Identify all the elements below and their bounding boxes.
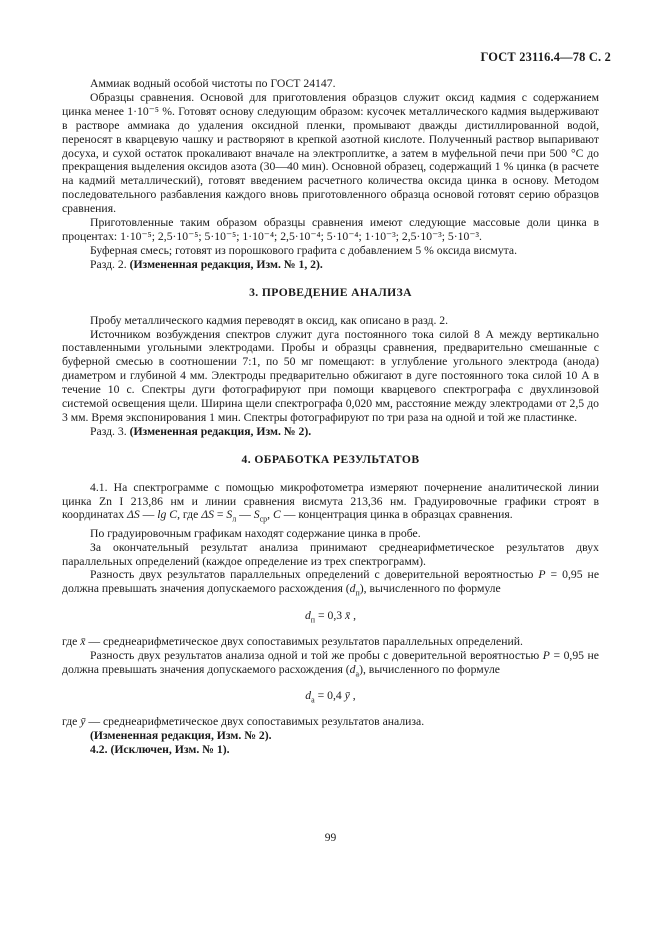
paragraph-parallel-difference: Разность двух результатов параллельных определений с доверительной вероятностью P = 0,95 не должна превышать значения допускаемого расхождения $(d_п)$, вычисленного по формуле bbox=[62, 568, 600, 598]
paragraph-x-definition: где x̄ — среднеарифметическое двух сопоставимых результатов параллельных определений. bbox=[62, 634, 523, 648]
amendment-note: (Измененная редакция, Изм. № 1, 2). bbox=[129, 257, 323, 271]
amendment-prefix: Разд. 3. bbox=[90, 424, 127, 438]
paragraph-y-definition: где ȳ — среднеарифметическое двух сопоставимых результатов анализа. bbox=[62, 715, 425, 729]
document-body bbox=[62, 77, 599, 757]
paragraph-prepared-samples: Приготовленные таким образом образцы сравнения имеют следующие массовые доли цинка в процентах: 1·10⁻⁵; 2,5·10⁻⁵; 5·10⁻⁵; 1·10⁻⁴; 2,5·10⁻⁴; 5·10⁻⁴; 1·10⁻³; 2,5·10⁻³; 5·10⁻³. bbox=[62, 216, 599, 243]
formula-da: $d_a = 0,4$ ȳ , bbox=[305, 688, 356, 705]
formula-dn: $d_п = 0,3$ x̄ , bbox=[304, 608, 357, 624]
paragraph-section4-amendment: (Измененная редакция, Изм. № 2). bbox=[90, 728, 272, 742]
paragraph-excitation-source: Источником возбуждения спектров служит дуга постоянного тока силой 8 А между вертикально поставленными угольными электродами. Пробы и образцы сравнения, предварительно смешанные с буферной смесью в соотношении 7:1, по 50 мг помещают: в углубление угольного электрода (анода) диаметром и глубиной 4 мм. Электроды предварительно обжигают в дуге постоянного тока силой 10 А в течение 10 с. Спектры дуги фотографируют при помощи кварцевого спектрографа с двухлинзовой системой освещения щели. Ширина щели спектрографа 0,020 мм, расстояние между электродами от 2,5 до 3 мм. Время экспонирования 1 мин. Спектры фотографируют по три раза на одной и той же пластинке. bbox=[62, 327, 599, 424]
page-number: 99 bbox=[324, 832, 337, 844]
paragraph-final-result: За окончательный результат анализа принимают среднеарифметическое результатов двух параллельных определений (каждое определение из трех спектрограмм). bbox=[62, 540, 599, 568]
paragraph-reference-samples: Образцы сравнения. Основой для приготовления образцов служит оксид кадмия с содержанием цинка менее 1·10⁻⁵ %. Готовят основу следующим образом: кусочек металлического кадмия выдерживают в растворе аммиака до удаления оксидной пленки, промывают дважды дистиллированной водой, переносят в кварцевую чашку и растворяют в крепкой азотной кислоте. Полученный раствор выпаривают досуха, и сухой остаток прокаливают вначале на электроплитке, а затем в муфельной печи при 500 °С до прекращения выделения оксидов азота (30—40 мин). Основной образец, содержащий 1 % цинка (в расчете на кадмий металлический), готовят введением расчетного количества оксида цинка в основу. Методом последовательного разбавления каждого вновь приготовленного образца основой готовят серию образцов сравнения. bbox=[62, 90, 599, 216]
section-3-title: 3. ПРОВЕДЕНИЕ АНАЛИЗА bbox=[249, 285, 412, 299]
paragraph-sample-conversion: Пробу металлического кадмия переводят в оксид, как описано в разд. 2. bbox=[90, 313, 449, 327]
amendment-prefix: Разд. 2. bbox=[90, 257, 127, 271]
paragraph-4-2-excluded: 4.2. (Исключен, Изм. № 1). bbox=[90, 742, 230, 756]
paragraph-section2-amendment bbox=[62, 258, 599, 272]
paragraph-buffer-mix: Буферная смесь; готовят из порошкового графита с добавлением 5 % оксида висмута. bbox=[90, 243, 518, 257]
paragraph-section3-amendment bbox=[62, 425, 599, 439]
paragraph-4-1-spectrogram: 4.1. На спектрограмме с помощью микрофотометра измеряют почернение аналитической линии цинка Zn I 213,86 нм и линии сравнения висмута 213,36 нм. Градуировочные графики строят в координатах ΔS — lg C, где $\Delta S = S_л$ — $S_{ср}$, C — концентрация цинка в образцах сравнения. bbox=[62, 480, 599, 524]
paragraph-calibration-lookup: По градуировочным графикам находят содержание цинка в пробе. bbox=[90, 526, 421, 540]
section-4-title: 4. ОБРАБОТКА РЕЗУЛЬТАТОВ bbox=[241, 452, 420, 466]
paragraph-analysis-difference: Разность двух результатов анализа одной и той же пробы с доверительной вероятностью P = 0,95 не должна превышать значения допускаемого расхождения $(d_a)$, вычисленного по формуле bbox=[62, 648, 599, 678]
paragraph-ammonia: Аммиак водный особой чистоты по ГОСТ 24147. bbox=[90, 77, 336, 90]
amendment-note: (Измененная редакция, Изм. № 2). bbox=[129, 424, 312, 438]
page-header: ГОСТ 23116.4—78 С. 2 bbox=[480, 50, 611, 64]
